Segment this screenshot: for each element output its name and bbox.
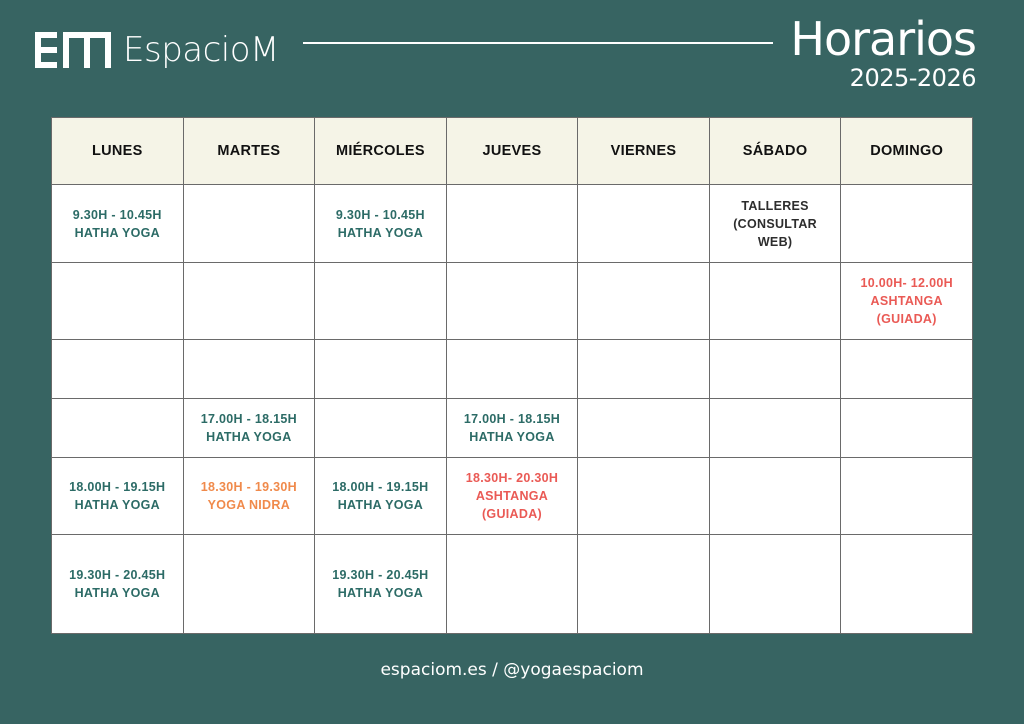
brand-name: EspacioM — [123, 30, 279, 70]
class-cell — [183, 458, 315, 535]
day-header-martes: MARTES — [183, 118, 315, 185]
class-cell — [315, 185, 447, 263]
empty-cell — [183, 340, 315, 399]
class-name: HATHA YOGA — [337, 586, 424, 600]
class-name: HATHA YOGA — [74, 225, 160, 240]
class-cell — [183, 399, 315, 458]
class-time: 17.00H - 18.15H — [463, 412, 561, 426]
day-header-sabado: SÁBADO — [709, 118, 841, 185]
class-cell — [52, 535, 184, 634]
empty-cell — [183, 185, 315, 263]
class-time: 9.30H - 10.45H — [335, 207, 425, 222]
empty-cell — [709, 399, 841, 458]
empty-cell — [315, 399, 447, 458]
page-subtitle: 2025-2026 — [849, 64, 976, 92]
empty-cell — [578, 263, 710, 340]
empty-cell — [52, 399, 184, 458]
day-header-lunes: LUNES — [52, 118, 184, 185]
class-time: 19.30H - 20.45H — [332, 568, 429, 582]
class-cell — [446, 399, 578, 458]
empty-cell — [52, 263, 184, 340]
class-note: (GUIADA) — [481, 507, 542, 521]
class-cell — [841, 263, 973, 340]
empty-cell — [52, 340, 184, 399]
class-name: HATHA YOGA — [74, 586, 160, 600]
empty-cell — [841, 535, 973, 634]
workshop-line: WEB) — [757, 234, 793, 249]
day-header-viernes: VIERNES — [578, 118, 710, 185]
class-time: 9.30H - 10.45H — [72, 207, 162, 222]
empty-cell — [446, 263, 578, 340]
empty-cell — [183, 535, 315, 634]
class-name: HATHA YOGA — [469, 430, 555, 444]
empty-cell — [578, 535, 710, 634]
empty-cell — [446, 185, 578, 263]
empty-cell — [841, 458, 973, 535]
schedule-row — [52, 340, 973, 399]
empty-cell — [578, 458, 710, 535]
empty-cell — [709, 458, 841, 535]
schedule-table — [51, 117, 973, 634]
header-divider — [303, 42, 773, 44]
class-name: HATHA YOGA — [206, 430, 292, 444]
schedule-row — [52, 535, 973, 634]
class-name: HATHA YOGA — [337, 225, 424, 240]
class-cell — [315, 458, 447, 535]
class-time: 19.30H - 20.45H — [69, 568, 166, 582]
class-time: 18.00H - 19.15H — [332, 480, 429, 494]
schedule-row — [52, 399, 973, 458]
class-cell — [315, 535, 447, 634]
brand-logo — [35, 30, 279, 70]
day-header-miercoles: MIÉRCOLES — [315, 118, 447, 185]
day-header-domingo: DOMINGO — [841, 118, 973, 185]
empty-cell — [709, 263, 841, 340]
workshop-line: TALLERES — [741, 198, 809, 213]
class-name: HATHA YOGA — [337, 498, 424, 512]
class-time: 18.30H - 19.30H — [200, 480, 297, 494]
class-time: 10.00H- 12.00H — [860, 276, 953, 290]
schedule-row — [52, 185, 973, 263]
schedule-header-row — [52, 118, 973, 185]
empty-cell — [446, 535, 578, 634]
class-name: ASHTANGA — [475, 489, 549, 503]
class-time: 18.30H- 20.30H — [465, 471, 559, 485]
class-name: HATHA YOGA — [74, 498, 160, 512]
empty-cell — [315, 263, 447, 340]
empty-cell — [183, 263, 315, 340]
schedule-row — [52, 263, 973, 340]
footer-contact: espaciom.es / @yogaespaciom — [380, 660, 644, 680]
day-header-jueves: JUEVES — [446, 118, 578, 185]
class-name: YOGA NIDRA — [207, 498, 291, 512]
empty-cell — [841, 185, 973, 263]
empty-cell — [315, 340, 447, 399]
empty-cell — [709, 535, 841, 634]
schedule-row — [52, 458, 973, 535]
class-cell — [446, 458, 578, 535]
page-title: Horarios — [790, 12, 976, 66]
empty-cell — [841, 399, 973, 458]
class-time: 17.00H - 18.15H — [200, 412, 297, 426]
empty-cell — [578, 340, 710, 399]
class-note: (GUIADA) — [876, 312, 937, 326]
class-name: ASHTANGA — [870, 294, 943, 308]
empty-cell — [578, 185, 710, 263]
class-time: 18.00H - 19.15H — [69, 480, 166, 494]
empty-cell — [446, 340, 578, 399]
empty-cell — [841, 340, 973, 399]
empty-cell — [709, 340, 841, 399]
em-logo-icon — [35, 30, 111, 70]
empty-cell — [578, 399, 710, 458]
workshop-line: (CONSULTAR — [733, 216, 817, 231]
class-cell — [52, 185, 184, 263]
class-cell — [52, 458, 184, 535]
workshop-cell — [709, 185, 841, 263]
